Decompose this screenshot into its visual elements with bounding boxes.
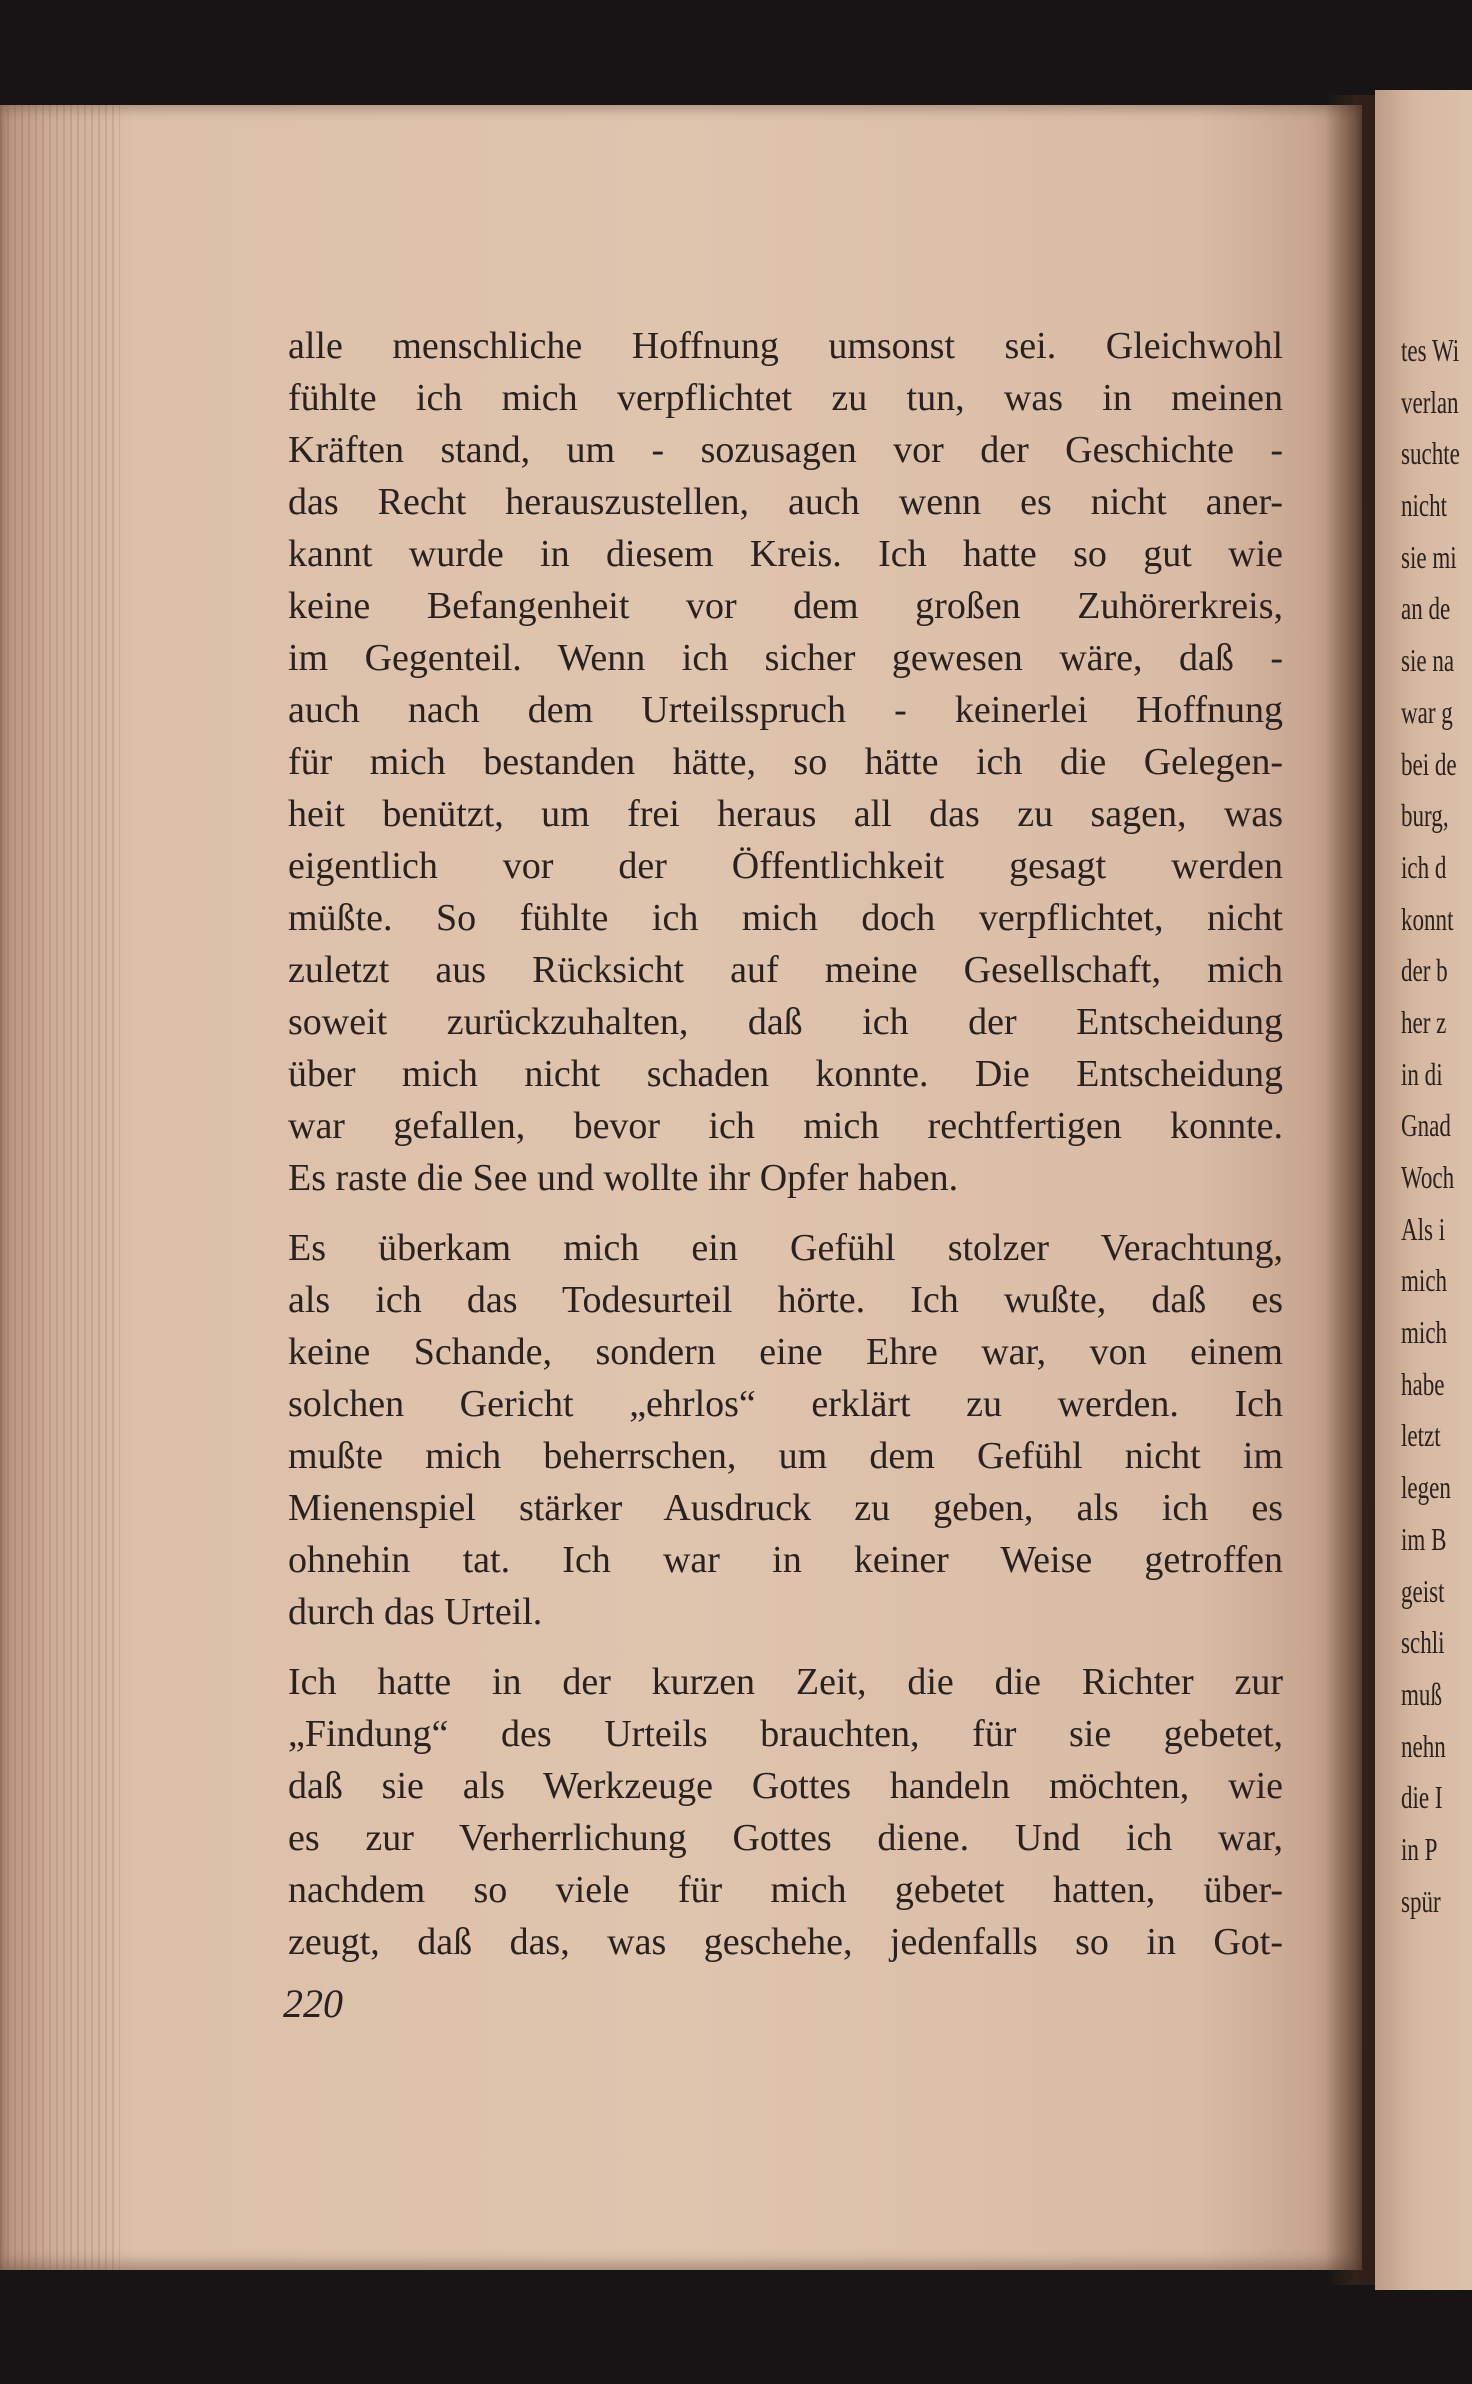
facing-text-line: an de [1401,590,1451,627]
text-line: alle menschliche Hoffnung umsonst sei. Gleichwohl [288,325,1283,367]
facing-text-line: letzt [1401,1417,1441,1454]
text-line: heit benützt, um frei heraus all das zu sagen, was [288,793,1283,835]
text-line: als ich das Todesurteil hörte. Ich wußte, daß es [288,1279,1283,1321]
text-line: zeugt, daß das, was geschehe, jedenfalls so in Got- [288,1921,1283,1963]
facing-text-line: die I [1401,1779,1443,1816]
facing-text-line: verlan [1401,383,1459,420]
facing-text-line: sie mi [1401,538,1457,575]
text-line: „Findung“ des Urteils brauchten, für sie gebetet, [288,1713,1283,1755]
facing-text-line: Woch [1401,1159,1455,1195]
facing-text-line: sie na [1401,642,1455,679]
text-line: zuletzt aus Rücksicht auf meine Gesellschaft, mich [288,949,1283,991]
facing-text-line: mich [1401,1262,1448,1299]
facing-text-line: legen [1401,1469,1451,1506]
paragraph-3 [288,1656,1283,1968]
text-line: müßte. So fühlte ich mich doch verpflichtet, nicht [288,897,1283,939]
text-line: Es überkam mich ein Gefühl stolzer Verachtung, [288,1227,1283,1269]
facing-text-line: mich [1401,1314,1448,1351]
facing-page-text [1401,325,1460,1927]
facing-text-line: nicht [1401,487,1448,524]
text-line: soweit zurückzuhalten, daß ich der Entscheidung [288,1001,1283,1043]
text-line: durch das Urteil. [288,1591,543,1633]
text-line: im Gegenteil. Wenn ich sicher gewesen wäre, daß - [288,637,1283,679]
text-line: Ich hatte in der kurzen Zeit, die die Richter zur [288,1661,1283,1703]
page-body-text [288,320,1283,1986]
text-line: keine Befangenheit vor dem großen Zuhörerkreis, [288,585,1283,627]
text-line: auch nach dem Urteilsspruch - keinerlei Hoffnung [288,689,1283,731]
text-line: daß sie als Werkzeuge Gottes handeln möchten, wie [288,1765,1283,1807]
facing-page [1375,90,1472,2290]
text-line: eigentlich vor der Öffentlichkeit gesagt werden [288,845,1283,887]
facing-text-line: burg, [1401,797,1449,834]
text-line: keine Schande, sondern eine Ehre war, von einem [288,1331,1283,1373]
text-line: Kräften stand, um - sozusagen vor der Geschichte - [288,429,1283,471]
text-line: Mienenspiel stärker Ausdruck zu geben, als ich es [288,1487,1283,1529]
facing-text-line: in di [1401,1055,1443,1092]
text-line: über mich nicht schaden konnte. Die Entscheidung [288,1053,1283,1095]
page-stack-edge [0,105,120,2270]
text-line: Es raste die See und wollte ihr Opfer haben. [288,1157,959,1199]
facing-text-line: schli [1401,1624,1445,1661]
paragraph-1 [288,320,1283,1204]
facing-text-line: her z [1401,1003,1447,1040]
facing-text-line: tes Wi [1401,332,1460,368]
facing-text-line: bei de [1401,745,1457,782]
text-line: das Recht herauszustellen, auch wenn es nicht aner- [288,481,1283,523]
facing-text-line: ich d [1401,848,1447,885]
facing-text-line: im B [1401,1520,1447,1557]
page-number: 220 [283,1981,343,2026]
text-line: es zur Verherrlichung Gottes diene. Und ich war, [288,1817,1283,1859]
facing-text-line: konnt [1401,900,1454,937]
text-line: war gefallen, bevor ich mich rechtfertigen konnte. [288,1105,1283,1147]
facing-text-line: geist [1401,1572,1445,1609]
text-line: ohnehin tat. Ich war in keiner Weise getroffen [288,1539,1283,1581]
text-line: kannt wurde in diesem Kreis. Ich hatte so gut wie [288,533,1283,575]
facing-text-line: spür [1401,1882,1441,1919]
text-line: für mich bestanden hätte, so hätte ich die Gelegen- [288,741,1283,783]
facing-text-line: der b [1401,952,1448,989]
facing-text-line: nehn [1401,1727,1446,1764]
text-line: nachdem so viele für mich gebetet hatten, über- [288,1869,1283,1911]
facing-text-line: Als i [1401,1210,1446,1247]
facing-text-line: Gnad [1401,1107,1451,1144]
facing-text-line: muß [1401,1675,1442,1712]
facing-text-line: habe [1401,1365,1445,1402]
facing-text-line: in P [1401,1830,1438,1867]
text-line: fühlte ich mich verpflichtet zu tun, was in meinen [288,377,1283,419]
book-gutter [1325,95,1380,2285]
paragraph-2 [288,1222,1283,1638]
facing-text-line: war g [1401,693,1453,730]
facing-text-line: suchte [1401,435,1460,472]
text-line: mußte mich beherrschen, um dem Gefühl nicht im [288,1435,1283,1477]
text-line: solchen Gericht „ehrlos“ erklärt zu werden. Ich [288,1383,1283,1425]
